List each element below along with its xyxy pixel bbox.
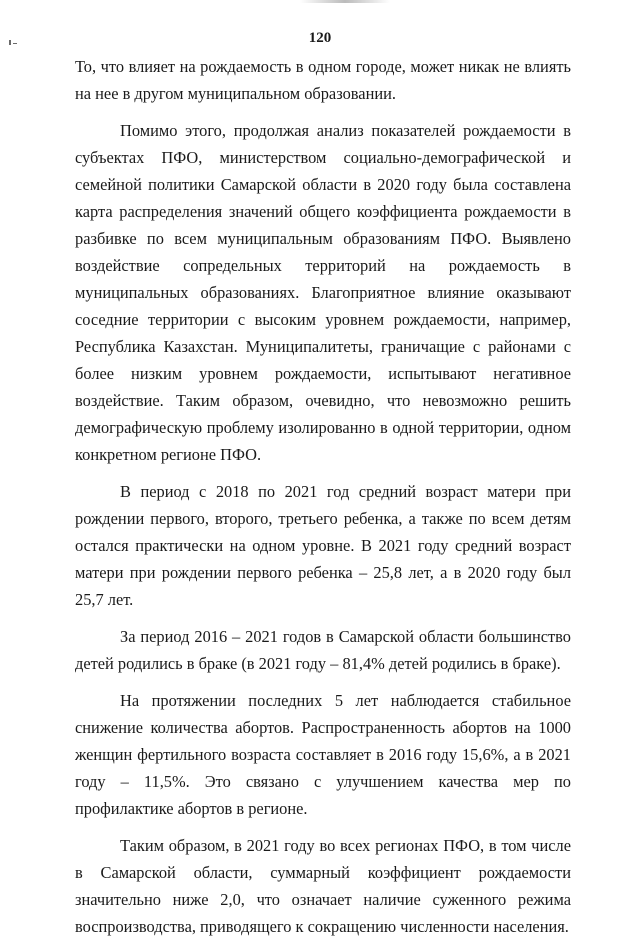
paragraph-2: Помимо этого, продолжая анализ показателей рождаемости в субъектах ПФО, министерством социально-демографической и семейной политики Самарской области в 2020 году была составлена карта распределения значений общего коэффициента рождаемости в разбивке по всем муниципальным образованиям ПФО. Выявлено воздействие сопредельных территорий на рождаемость в муниципальных образованиях. Благоприятное влияние оказывают соседние территории с высоким уровнем рождаемости, например, Республика Казахстан. Муниципалитеты, граничащие с районами с более низким уровнем рождаемости, испытывают негативное воздействие. Таким образом, очевидно, что невозможно решить демографическую проблему изолированно в одной территории, одном конкретном регионе ПФО. [75,121,571,464]
scan-artifact-top [300,0,390,3]
paragraph-3: В период с 2018 по 2021 год средний возраст матери при рождении первого, второго, третьего ребенка, а также по всем детям остался практически на одном уровне. В 2021 году средний возраст матери при рождении первого ребенка – 25,8 лет, а в 2020 году был 25,7 лет. [75,482,571,609]
paragraph-6: Таким образом, в 2021 году во всех регионах ПФО, в том числе в Самарской области, суммарный коэффициент рождаемости значительно ниже 2,0, что означает наличие суженного режима воспроизводства, приводящего к сокращению численности населения. [75,836,571,936]
document-body [75,53,571,940]
paragraph-4: За период 2016 – 2021 годов в Самарской области большинство детей родились в браке (в 2021 году – 81,4% детей родились в браке). [75,627,571,673]
paragraph-1: То, что влияет на рождаемость в одном городе, может никак не влиять на нее в другом муниципальном образовании. [75,57,571,103]
paragraph-5: На протяжении последних 5 лет наблюдается стабильное снижение количества абортов. Распространенность абортов на 1000 женщин фертильного возраста составляет в 2016 году 15,6%, а в 2021 году – 11,5%. Это связано с улучшением качества мер по профилактике абортов в регионе. [75,691,571,818]
page-number: 120 [308,30,332,46]
